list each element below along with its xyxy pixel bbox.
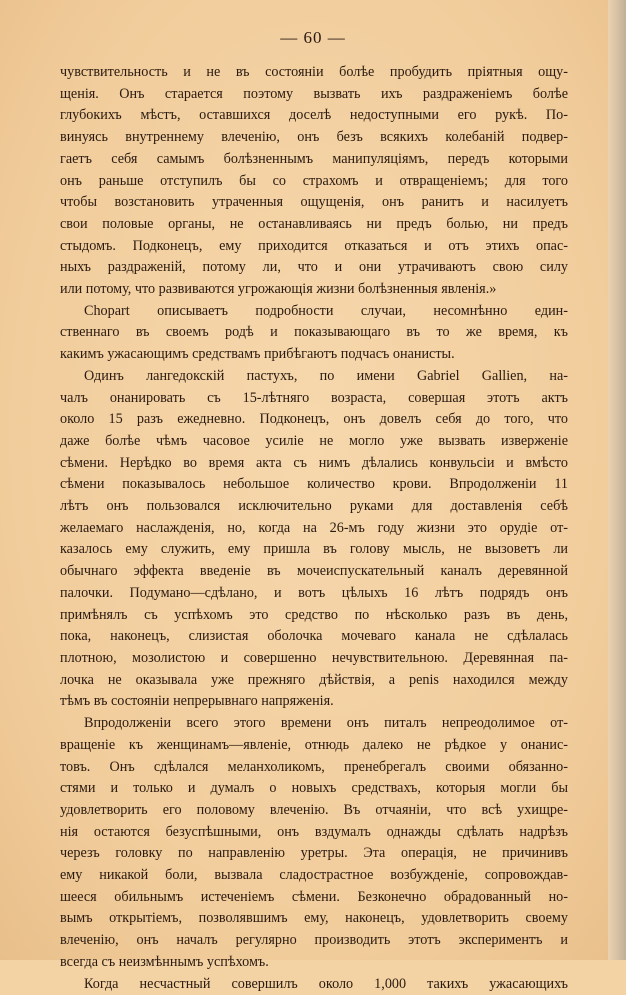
text-line: влеченiю, онъ началъ регулярно производить этотъ экспериментъ и	[60, 932, 568, 949]
text-line: даже болѣе чѣмъ часовое усилiе не могло уже вызвать изверженiе	[60, 432, 568, 449]
text-line: казалось ему служить, ему пришла въ голову мысль, не вызоветъ ли	[60, 541, 568, 558]
text-line: ныхъ раздраженiй, потому ли, что и они утрачиваютъ свою силу	[60, 259, 568, 276]
text-line: чтобы возстановить утраченныя ощущенiя, онъ ранитъ и насилуетъ	[60, 194, 568, 211]
text-line: стями и только и думалъ о новыхъ средствахъ, которыя могли бы	[60, 780, 568, 797]
text-line: гаетъ себя самымъ болѣзненнымъ манипуляцiямъ, передъ которыми	[60, 150, 568, 167]
text-line: плотною, мозолистою и совершенно нечувствительною. Деревянная па-	[60, 649, 568, 666]
text-line: чалъ онанировать съ 15-лѣтняго возраста, совершая этотъ актъ	[60, 389, 568, 406]
text-line: Впродолженiи всего этого времени онъ питалъ непреодолимое от-	[84, 715, 568, 732]
text-line: вымъ открытiемъ, позволявшимъ ему, наконецъ, удовлетворить своему	[60, 910, 568, 927]
text-line: вращенiе къ женщинамъ—явленiе, отнюдь далеко не рѣдкое у онанис-	[60, 736, 568, 753]
page-number: — 60 —	[280, 28, 346, 47]
text-line: чувствительность и не въ состоянiи болѣе пробудить прiятныя ощу-	[60, 64, 568, 80]
text-line: или потому, что развиваются угрожающiя жизни болѣзненныя явленiя.»	[60, 281, 497, 298]
text-line: свои половые органы, не останавливаясь ни предъ болью, ни предъ	[60, 215, 568, 232]
text-line: лѣтъ онъ пользовался исключительно руками для доставленiя себѣ	[60, 498, 568, 515]
text-line: какимъ ужасающимъ средствамъ прибѣгаютъ подчасъ онанисты.	[60, 346, 455, 363]
text-line: винуясь внутреннему влеченiю, онъ безъ всякихъ колебанiй подвер-	[60, 129, 568, 146]
text-line: Когда несчастный совершилъ около 1,000 такихъ ужасающихъ	[84, 975, 568, 992]
text-line: примѣнялъ съ успѣхомъ это средство по нѣсколько разъ въ день,	[60, 606, 568, 623]
text-line: глубокихъ мѣстъ, оставшихся доселѣ недоступными его рукѣ. По-	[60, 107, 568, 124]
page-edge	[608, 0, 626, 960]
text-line: около 15 разъ ежедневно. Подконецъ, онъ довелъ себя до того, что	[60, 411, 568, 428]
text-line: желаемаго наслажденiя, но, когда на 26-мъ году жизни это орудiе от-	[60, 519, 568, 536]
text-line: шееся обильнымъ истеченiемъ сѣмени. Безконечно обрадованный но-	[60, 888, 568, 905]
text-line: палочки. Подумано—сдѣлано, и вотъ цѣлыхъ 16 лѣтъ подрядъ онъ	[60, 584, 568, 601]
text-line: ему никакой боли, вызвала сладострастное возбужденiе, сопровождав-	[60, 867, 568, 884]
text-line: всегда съ неизмѣннымъ успѣхомъ.	[60, 953, 269, 970]
text-line: удовлетворить его половому влеченiю. Въ отчаянiи, что всѣ ухищре-	[60, 801, 568, 818]
text-line: нiя остаются безуспѣшными, онъ вздумалъ однажды сдѣлать надрѣзъ	[60, 823, 568, 840]
text-line: щенiя. Онъ старается поэтому вызвать ихъ раздраженiемъ болѣе	[60, 85, 568, 102]
text-line: товъ. Онъ сдѣлался меланхоликомъ, пренебрегалъ своими обязанно-	[60, 758, 568, 775]
text-line: тѣмъ въ состоянiи непрерывнаго напряженiя.	[60, 693, 334, 710]
text-body	[60, 62, 568, 995]
text-line: сѣмени. Нерѣдко во время акта съ нимъ дѣлались конвульсiи и вмѣсто	[60, 454, 568, 471]
text-line: стыдомъ. Подконецъ, ему приходится отказаться и отъ этихъ опас-	[60, 237, 568, 254]
text-line: лочка не оказывала уже прежняго дѣйствiя, а penis находился между	[60, 671, 568, 688]
text-line: пока, наконецъ, слизистая оболочка мочеваго канала не сдѣлалась	[60, 628, 568, 645]
text-line: ственнаго въ своемъ родѣ и показывающаго въ то же время, къ	[60, 324, 568, 341]
text-line: Chopart описываетъ подробности случаи, несомнѣнно един-	[84, 302, 568, 319]
text-line: обычнаго эффекта введенiе въ мочеиспускательный каналъ деревянной	[60, 563, 568, 580]
text-line: Одинъ лангедокскiй пастухъ, по имени Gabriel Gallien, на-	[84, 367, 568, 384]
text-line: черезъ головку по направленiю уретры. Эта операцiя, не причинивъ	[60, 845, 568, 862]
text-line: онъ раньше отступилъ бы со страхомъ и отвращенiемъ; для того	[60, 172, 568, 189]
text-line: сѣмени показывалось небольшое количество крови. Впродолженiи 11	[60, 476, 568, 493]
